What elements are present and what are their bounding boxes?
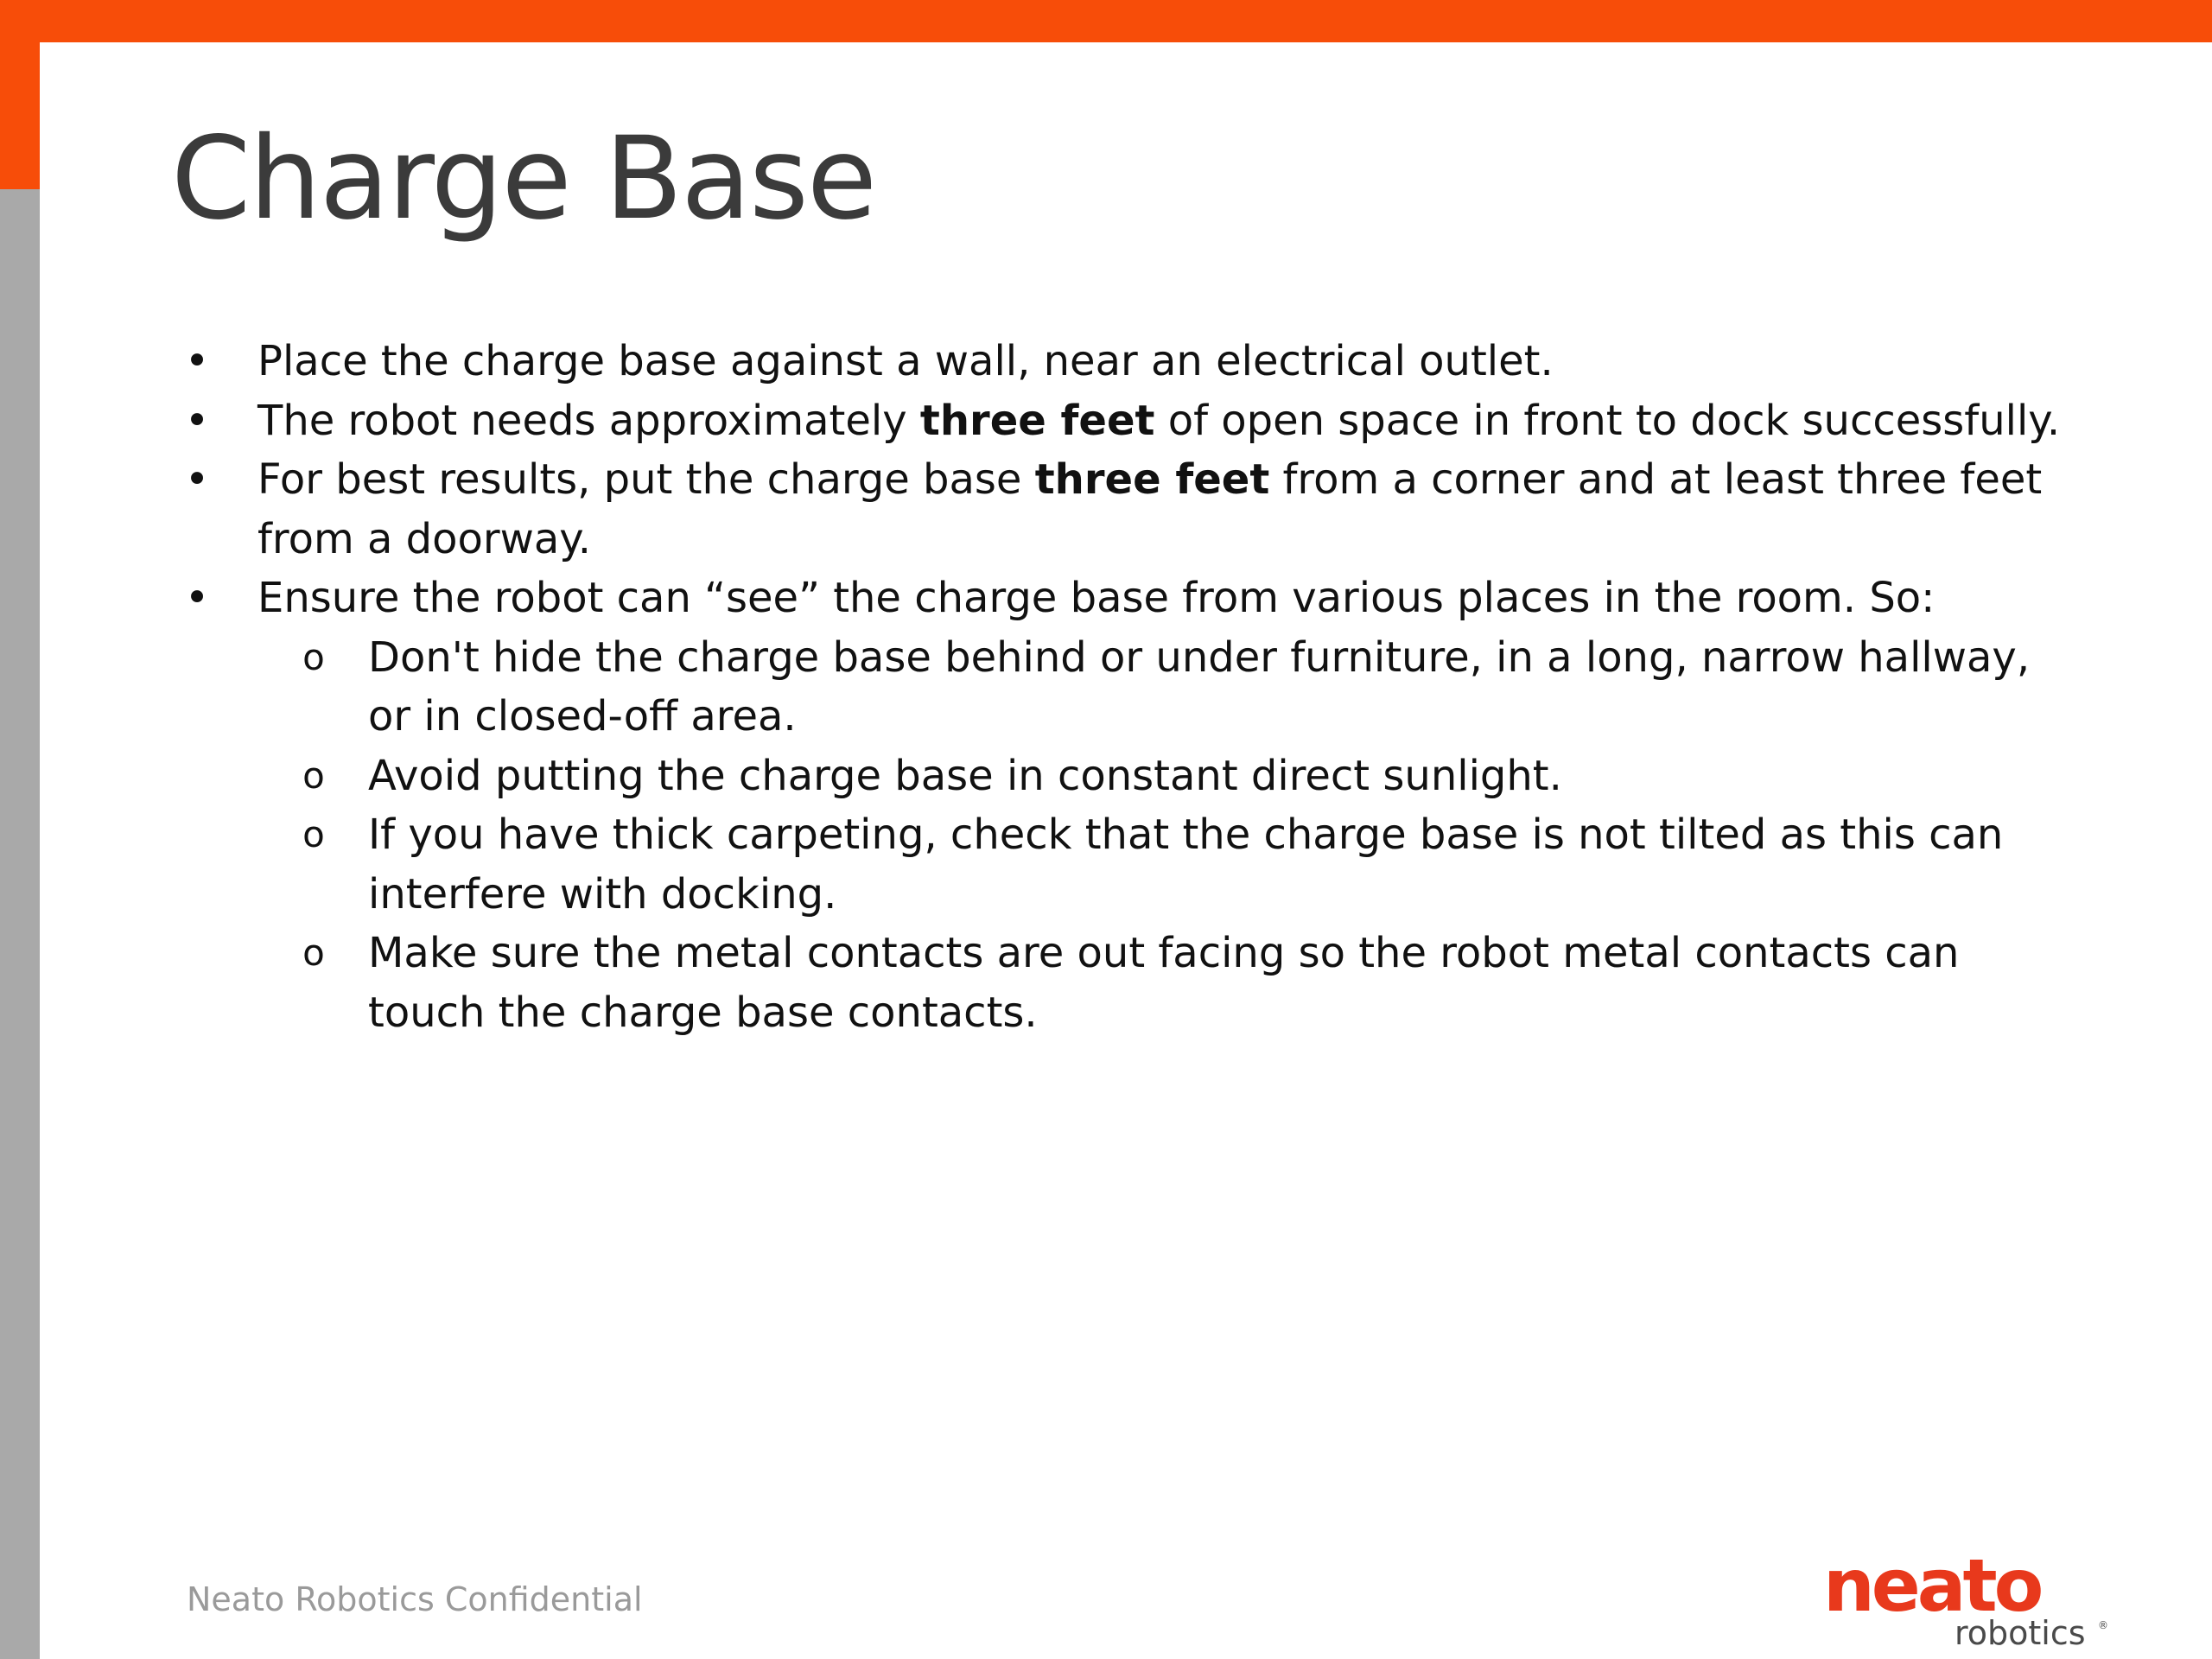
neato-logo [1815,1543,2108,1659]
sub-bullet-text: If you have thick carpeting, check that the charge base is not tilted as this can [368,810,2004,859]
sub-bullet-text: or in closed-off area. [368,692,797,741]
bullet-text: The robot needs approximately [257,396,920,445]
sub-bullet-item [0,805,2074,865]
emphasis-text: three feet [1034,455,1270,504]
slide-title: Charge Base [171,112,876,245]
sub-bullet-marker: o [302,753,325,797]
logo-registered-mark: ® [2098,1619,2108,1631]
sub-bullet-text: interfere with docking. [368,869,837,918]
sub-bullet-marker: o [302,635,325,678]
sub-bullet-item [0,747,2074,806]
sub-bullet-item [0,628,2074,688]
logo-brand-text: neato [1823,1543,2041,1628]
bullet-text: of open space in front to dock successfully. [1154,396,2061,445]
bullet-item [0,569,2074,628]
sub-bullet-text: Don't hide the charge base behind or under furniture, in a long, narrow hallway, [368,632,2031,682]
sub-bullet-marker: o [302,931,325,974]
bullet-marker: • [184,396,210,445]
sub-bullet-text: Make sure the metal contacts are out facing so the robot metal contacts can [368,929,1960,977]
sub-bullet-item-continuation [0,865,2074,925]
bullet-item-continuation [0,510,2074,569]
sub-bullet-text: Avoid putting the charge base in constant direct sunlight. [368,751,1562,800]
sub-bullet-item [0,924,2074,983]
bullet-text: Ensure the robot can “see” the charge base from various places in the room. So: [257,574,1936,622]
bullet-item [0,450,2074,510]
bullet-text: from a corner and at least three feet [1269,455,2043,504]
emphasis-text: three feet [919,396,1155,445]
bullet-text-continuation: from a doorway. [257,514,592,563]
bullet-item [0,391,2074,451]
sub-bullet-marker: o [302,813,325,855]
bullet-marker: • [184,337,210,385]
bullet-list [0,332,2074,1042]
bullet-text: Place the charge base against a wall, near an electrical outlet. [257,337,1554,385]
bullet-item [0,332,2074,391]
sub-bullet-text: touch the charge base contacts. [368,988,1038,1037]
sub-bullet-item-continuation [0,687,2074,747]
top-accent-bar [0,0,2212,42]
confidential-footer: Neato Robotics Confidential [187,1580,643,1618]
bullet-marker: • [184,574,210,622]
left-accent-bar [0,0,40,189]
sub-bullet-item-continuation [0,983,2074,1043]
logo-subtitle: robotics [1955,1614,2086,1652]
bullet-marker: • [184,455,210,504]
bullet-text: For best results, put the charge base [257,455,1035,504]
